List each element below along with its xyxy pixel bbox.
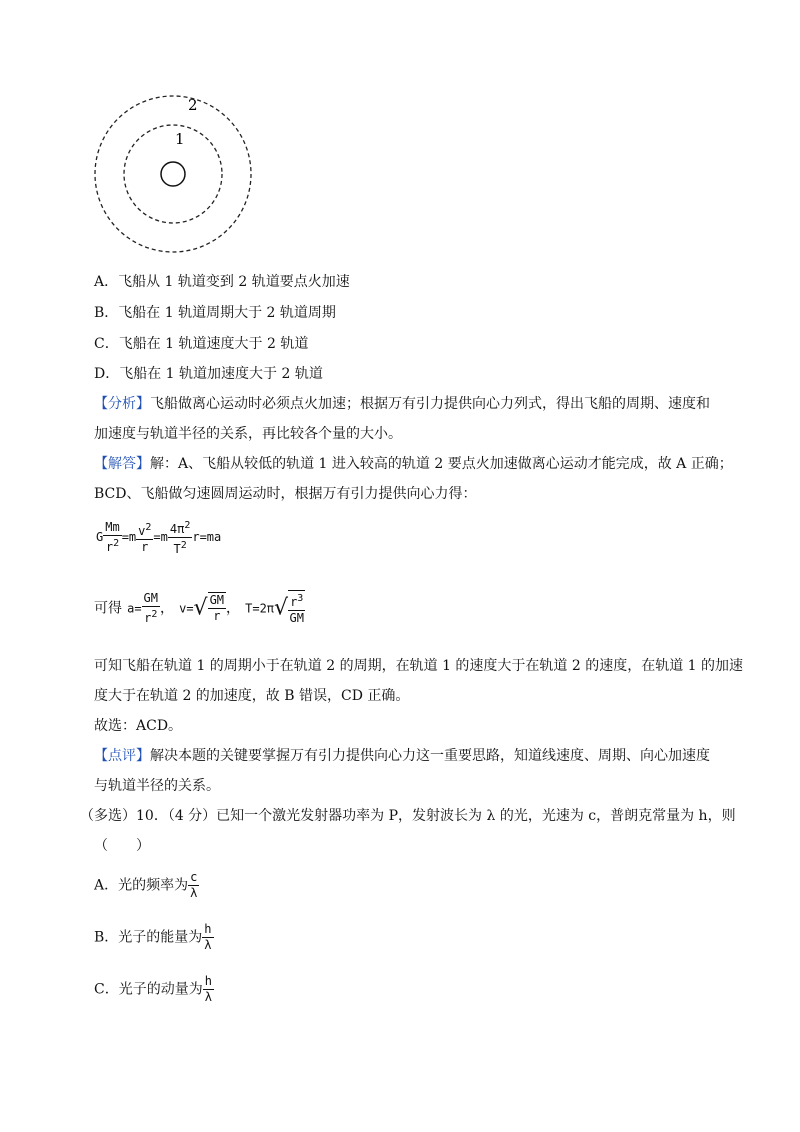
conclusion-line-2: 度大于在轨道 2 的加速度，故 B 错误，CD 正确。	[94, 688, 410, 704]
comment-tag: 【点评】	[94, 748, 150, 764]
orbit-1	[124, 125, 222, 223]
orbit-2	[95, 96, 251, 252]
orbit-1-label: 1	[175, 130, 185, 148]
answer-line-1: 【解答】解：A、飞船从较低的轨道 1 进入较高的轨道 2 要点火加速做离心运动才能完成，故 A 正确；	[94, 456, 733, 472]
q9-option-a: A．飞船从 1 轨道变到 2 轨道要点火加速	[94, 274, 350, 290]
q10-stem: （多选）10．（4 分）已知一个激光发射器功率为 P，发射波长为 λ 的光，光速为 c，普朗克常量为 h，则	[80, 808, 736, 824]
q9-option-d: D．飞船在 1 轨道加速度大于 2 轨道	[94, 366, 323, 382]
answer-line-2: BCD、飞船做匀速圆周运动时，根据万有引力提供向心力得：	[94, 486, 477, 502]
q9-option-c: C．飞船在 1 轨道速度大于 2 轨道	[94, 336, 309, 352]
analysis-tag: 【分析】	[94, 396, 150, 412]
analysis-line-1: 【分析】飞船做离心运动时必须点火加速；根据万有引力提供向心力列式，得出飞船的周期、速度和	[94, 396, 710, 412]
q10-option-b: B．光子的能量为 $\frac{h}{\lambda}$	[94, 922, 212, 952]
orbit-diagram	[90, 92, 260, 257]
answer-tag: 【解答】	[94, 456, 150, 472]
comment-line-1: 【点评】解决本题的关键要掌握万有引力提供向心力这一重要思路，知道线速度、周期、向心加速度	[94, 748, 710, 764]
formula-gravity: G $\frac{Mm}{r^2}$ =m $\frac{v^2}{r}$ =m $\frac{4\pi^2}{T^2}$ r=ma	[96, 520, 222, 556]
comment-line-2: 与轨道半径的关系。	[94, 778, 220, 794]
planet	[161, 162, 185, 186]
formula-results: 可得 a= $\frac{GM}{r^2}$ ， v=√ $\frac{GM}{r}$ ， T=2π√ $\frac{r^3}{GM}$	[94, 590, 304, 625]
orbit-2-label: 2	[188, 96, 198, 114]
q10-option-c: C．光子的动量为 $\frac{h}{\lambda}$	[94, 974, 212, 1004]
q9-option-b: B．飞船在 1 轨道周期大于 2 轨道周期	[94, 305, 336, 321]
analysis-line-2: 加速度与轨道半径的关系，再比较各个量的大小。	[94, 426, 402, 442]
final-choice: 故选：ACD。	[94, 718, 183, 734]
q10-paren: （ ）	[94, 838, 150, 854]
conclusion-line-1: 可知飞船在轨道 1 的周期小于在轨道 2 的周期，在轨道 1 的速度大于在轨道 2 的速度，在轨道 1 的加速	[94, 658, 744, 674]
q10-option-a: A．光的频率为 $\frac{c}{\lambda}$	[94, 870, 198, 900]
